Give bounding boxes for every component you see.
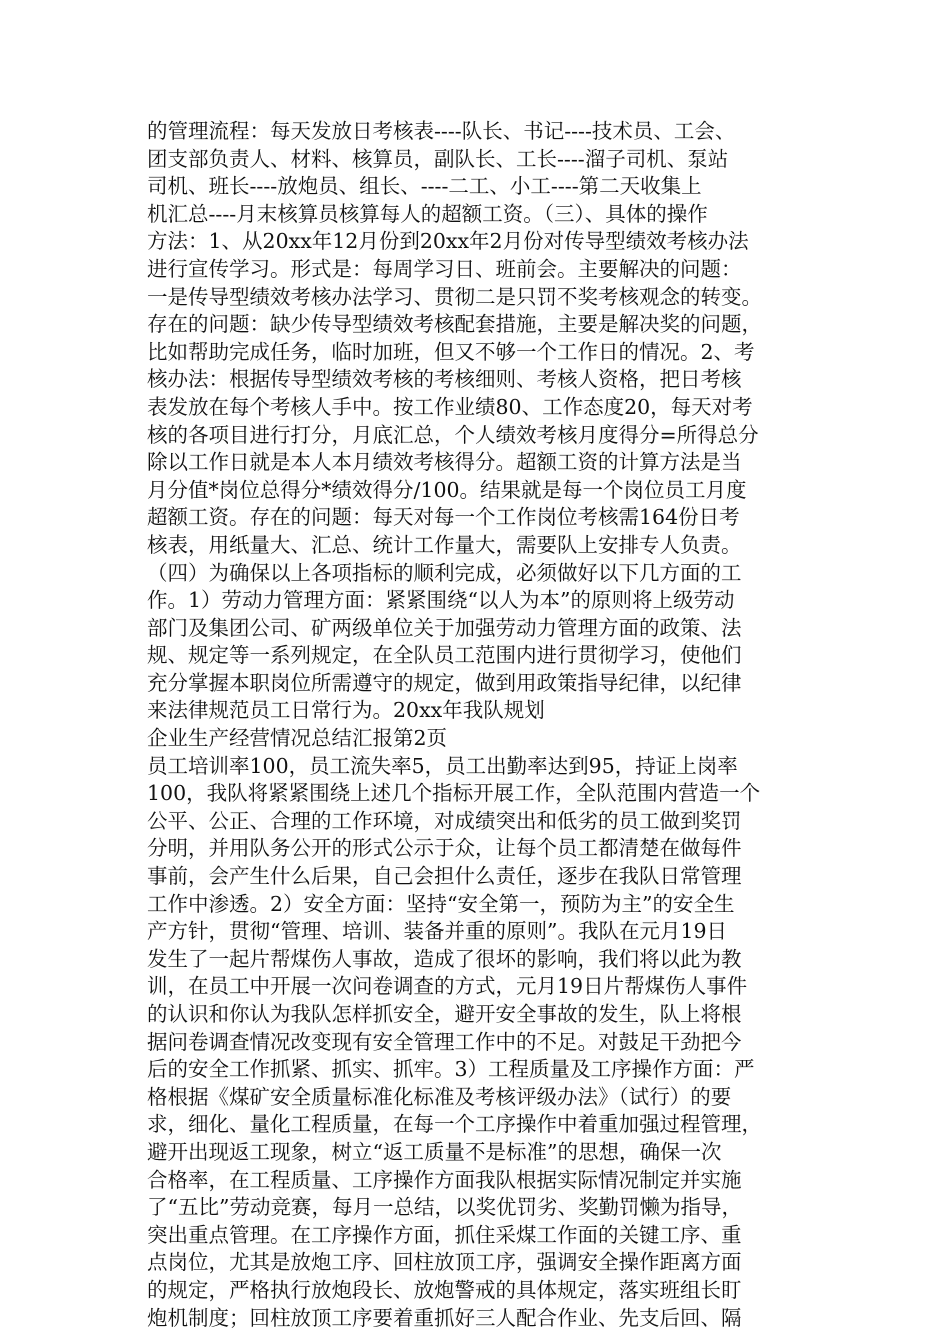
text-line: 员工培训率100，员工流失率5，员工出勤率达到95，持证上岗率 [147, 753, 738, 778]
text-line: 产方针，贯彻“管理、培训、装备并重的原则”。我队在元月19日 [147, 919, 728, 944]
text-line: 充分掌握本职岗位所需遵守的规定，做到用政策指导纪律，以纪律 [147, 670, 742, 695]
text-line: 后的安全工作抓紧、抓实、抓牢。3）工程质量及工序操作方面：严 [147, 1057, 755, 1082]
text-line: 存在的问题：缺少传导型绩效考核配套措施，主要是解决奖的问题， [147, 312, 762, 337]
text-line: 来法律规范员工日常行为。20xx年我队规划 [147, 698, 545, 723]
text-line: 求，细化、量化工程质量，在每一个工序操作中着重加强过程管理， [147, 1112, 762, 1137]
document-body [147, 118, 817, 1332]
text-line: 突出重点管理。在工序操作方面，抓住采煤工作面的关键工序、重 [147, 1222, 742, 1247]
text-line: 部门及集团公司、矿两级单位关于加强劳动力管理方面的政策、法 [147, 615, 742, 640]
text-line: 的规定，严格执行放炮段长、放炮警戒的具体规定，落实班组长盯 [147, 1277, 742, 1302]
text-line: 表发放在每个考核人手中。按工作业绩80、工作态度20，每天对考 [147, 394, 753, 419]
text-line: 工作中渗透。2）安全方面：坚持“安全第一，预防为主”的安全生 [147, 891, 735, 916]
text-line: 规、规定等一系列规定，在全队员工范围内进行贯彻学习，使他们 [147, 643, 742, 668]
text-line: 事前，会产生什么后果，自己会担什么责任，逐步在我队日常管理 [147, 864, 742, 889]
text-line: 合格率，在工程质量、工序操作方面我队根据实际情况制定并实施 [147, 1167, 742, 1192]
text-line: 的管理流程：每天发放日考核表----队长、书记----技术员、工会、 [147, 119, 736, 143]
text-line: 除以工作日就是本人本月绩效考核得分。超额工资的计算方法是当 [147, 450, 742, 475]
text-line: 进行宣传学习。形式是：每周学习日、班前会。主要解决的问题： [147, 256, 742, 281]
page-footer-title: 企业生产经营情况总结汇报第2页 [147, 726, 448, 751]
text-line: 方法：1、从20xx年12月份到20xx年2月份对传导型绩效考核办法 [147, 229, 749, 254]
text-line: 点岗位，尤其是放炮工序、回柱放顶工序，强调安全操作距离方面 [147, 1250, 742, 1275]
text-line: 分明，并用队务公开的形式公示于众，让每个员工都清楚在做每件 [147, 836, 742, 861]
text-line: 超额工资。存在的问题：每天对每一个工作岗位考核需164份日考 [147, 505, 740, 530]
text-line: 机汇总----月末核算员核算每人的超额工资。（三）、具体的操作 [147, 201, 708, 226]
text-line: 格根据《煤矿安全质量标准化标准及考核评级办法》（试行）的要 [147, 1084, 732, 1109]
text-line: 司机、班长----放炮员、组长、----二工、小工----第二天收集上 [147, 174, 702, 199]
text-line: 的认识和你认为我队怎样抓安全，避开安全事故的发生，队上将根 [147, 1002, 742, 1026]
text-line: 炮机制度；回柱放顶工序要着重抓好三人配合作业、先支后回、隔 [147, 1305, 742, 1330]
text-line: 公平、公正、合理的工作环境，对成绩突出和低劣的员工做到奖罚 [147, 808, 742, 833]
text-line: 了“五比”劳动竞赛，每月一总结，以奖优罚劣、奖勤罚懒为指导， [147, 1195, 742, 1220]
text-line: 团支部负责人、材料、核算员，副队长、工长----溜子司机、泵站 [147, 146, 729, 171]
text-line: 作。1）劳动力管理方面：紧紧围绕“以人为本”的原则将上级劳动 [147, 588, 735, 613]
text-line: 发生了一起片帮煤伤人事故，造成了很坏的影响，我们将以此为教 [147, 946, 742, 971]
text-line: 月分值*岗位总得分*绩效得分/100。结果就是每一个岗位员工月度 [147, 477, 747, 502]
text-line: 据问卷调查情况改变现有安全管理工作中的不足。对鼓足干劲把今 [147, 1029, 742, 1054]
text-line: 核表，用纸量大、汇总、统计工作量大，需要队上安排专人负责。 [147, 532, 742, 557]
text-line: 核办法：根据传导型绩效考核的考核细则、考核人资格，把日考核 [147, 367, 742, 392]
text-line: 一是传导型绩效考核办法学习、贯彻二是只罚不奖考核观念的转变。 [147, 284, 762, 309]
text-line: 核的各项目进行打分，月底汇总，个人绩效考核月度得分=所得总分 [147, 422, 759, 447]
text-line: 100，我队将紧紧围绕上述几个指标开展工作，全队范围内营造一个 [147, 781, 761, 806]
text-line: 避开出现返工现象，树立“返工质量不是标准”的思想，确保一次 [147, 1139, 722, 1164]
text-line: （四）为确保以上各项指标的顺利完成，必须做好以下几方面的工 [147, 560, 742, 585]
text-line: 比如帮助完成任务，临时加班，但又不够一个工作日的情况。2、考 [147, 339, 755, 364]
text-line: 训，在员工中开展一次问卷调查的方式，元月19日片帮煤伤人事件 [147, 974, 748, 999]
